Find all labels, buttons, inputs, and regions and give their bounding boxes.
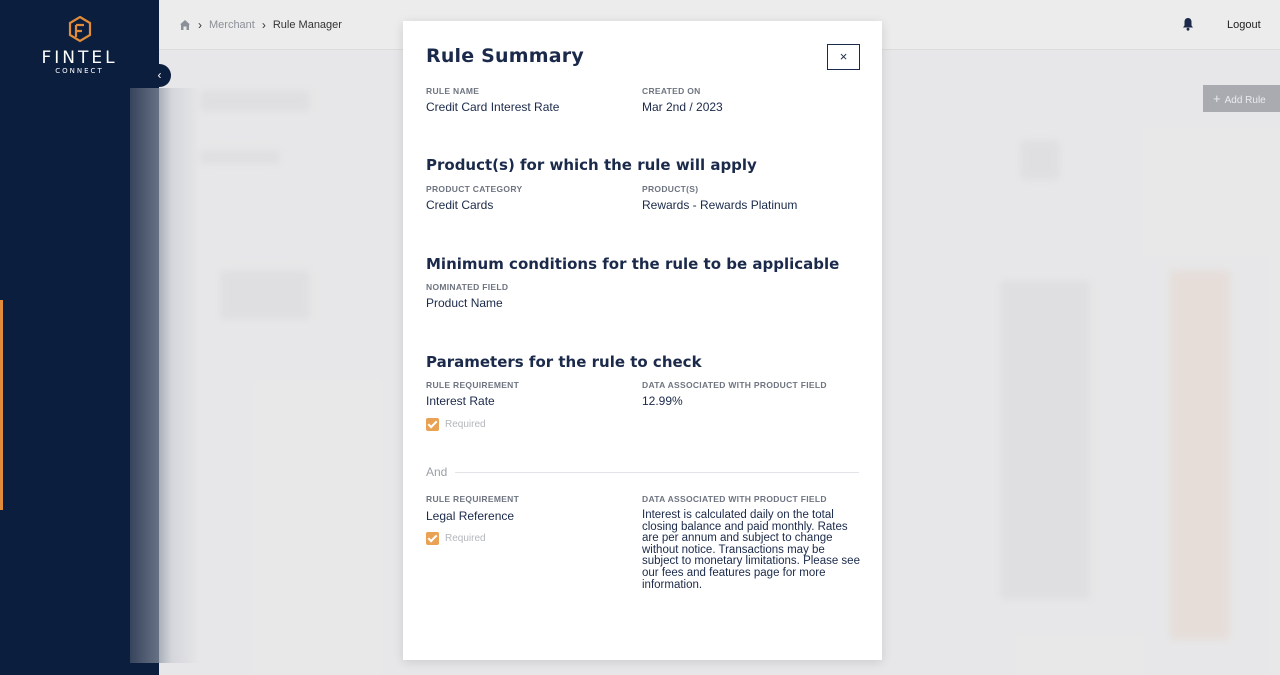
breadcrumb-separator-icon: › — [198, 18, 202, 32]
data-associated-label: DATA ASSOCIATED WITH PRODUCT FIELD — [642, 380, 827, 390]
logo-text: FINTEL — [41, 48, 118, 68]
products-value: Rewards - Rewards Platinum — [642, 198, 798, 212]
breadcrumb-item-merchant[interactable]: Merchant — [209, 19, 255, 31]
rule-requirement-value: Interest Rate — [426, 394, 495, 408]
legal-reference-text: Interest is calculated daily on the total closing balance and paid monthly. Rates are per annum and subject to change without notice. Transactions may be subject to monetary limitations. Please see our fees and features page for more information. — [642, 509, 860, 591]
add-rule-label: Add Rule — [1224, 95, 1266, 106]
chevron-left-icon: ‹ — [157, 68, 162, 82]
product-category-label: PRODUCT CATEGORY — [426, 184, 523, 194]
close-button[interactable] — [827, 44, 860, 70]
breadcrumb-item-rule-manager: Rule Manager — [272, 19, 342, 31]
bell-icon[interactable] — [1180, 16, 1196, 32]
modal-title: Rule Summary — [426, 45, 584, 67]
close-icon: × — [839, 49, 848, 64]
conditions-heading: Minimum conditions for the rule to be applicable — [426, 255, 840, 273]
rule-summary-modal — [403, 21, 882, 660]
and-divider — [426, 465, 859, 479]
plus-icon: + — [1213, 91, 1221, 106]
fintel-logo[interactable] — [0, 16, 159, 75]
data-associated-label: DATA ASSOCIATED WITH PRODUCT FIELD — [642, 494, 827, 504]
rule-name-value: Credit Card Interest Rate — [426, 100, 560, 114]
home-icon[interactable] — [179, 19, 191, 31]
breadcrumb-separator-icon: › — [261, 18, 266, 32]
product-category-value: Credit Cards — [426, 198, 494, 212]
nominated-field-label: NOMINATED FIELD — [426, 282, 509, 292]
sidebar-blur-edge — [130, 88, 200, 663]
divider-line — [455, 472, 859, 473]
created-on-label: CREATED ON — [642, 86, 701, 96]
required-checkbox[interactable] — [426, 532, 439, 545]
fintel-logo-icon — [68, 16, 92, 46]
nominated-field-value: Product Name — [426, 296, 503, 310]
required-checkbox[interactable] — [426, 418, 439, 431]
rule-name-label: RULE NAME — [426, 86, 480, 96]
parameters-heading: Parameters for the rule to check — [426, 353, 702, 371]
data-associated-value: 12.99% — [642, 394, 683, 408]
products-heading: Product(s) for which the rule will apply — [426, 156, 757, 174]
logo-subtext: CONNECT — [55, 67, 104, 75]
breadcrumb — [179, 18, 342, 32]
rule-requirement-value: Legal Reference — [426, 509, 515, 523]
sidebar-active-indicator — [0, 300, 3, 510]
logout-link[interactable]: Logout — [1227, 19, 1261, 31]
required-checkbox-label: Required — [445, 533, 486, 544]
required-checkbox-row[interactable] — [426, 418, 486, 431]
sidebar-collapse-button[interactable] — [148, 64, 171, 87]
rule-requirement-label: RULE REQUIREMENT — [426, 494, 520, 504]
and-label: And — [426, 465, 448, 479]
products-label: PRODUCT(S) — [642, 184, 699, 194]
rule-requirement-label: RULE REQUIREMENT — [426, 380, 520, 390]
required-checkbox-label: Required — [445, 419, 486, 430]
required-checkbox-row[interactable] — [426, 532, 486, 545]
created-on-value: Mar 2nd / 2023 — [642, 100, 723, 114]
